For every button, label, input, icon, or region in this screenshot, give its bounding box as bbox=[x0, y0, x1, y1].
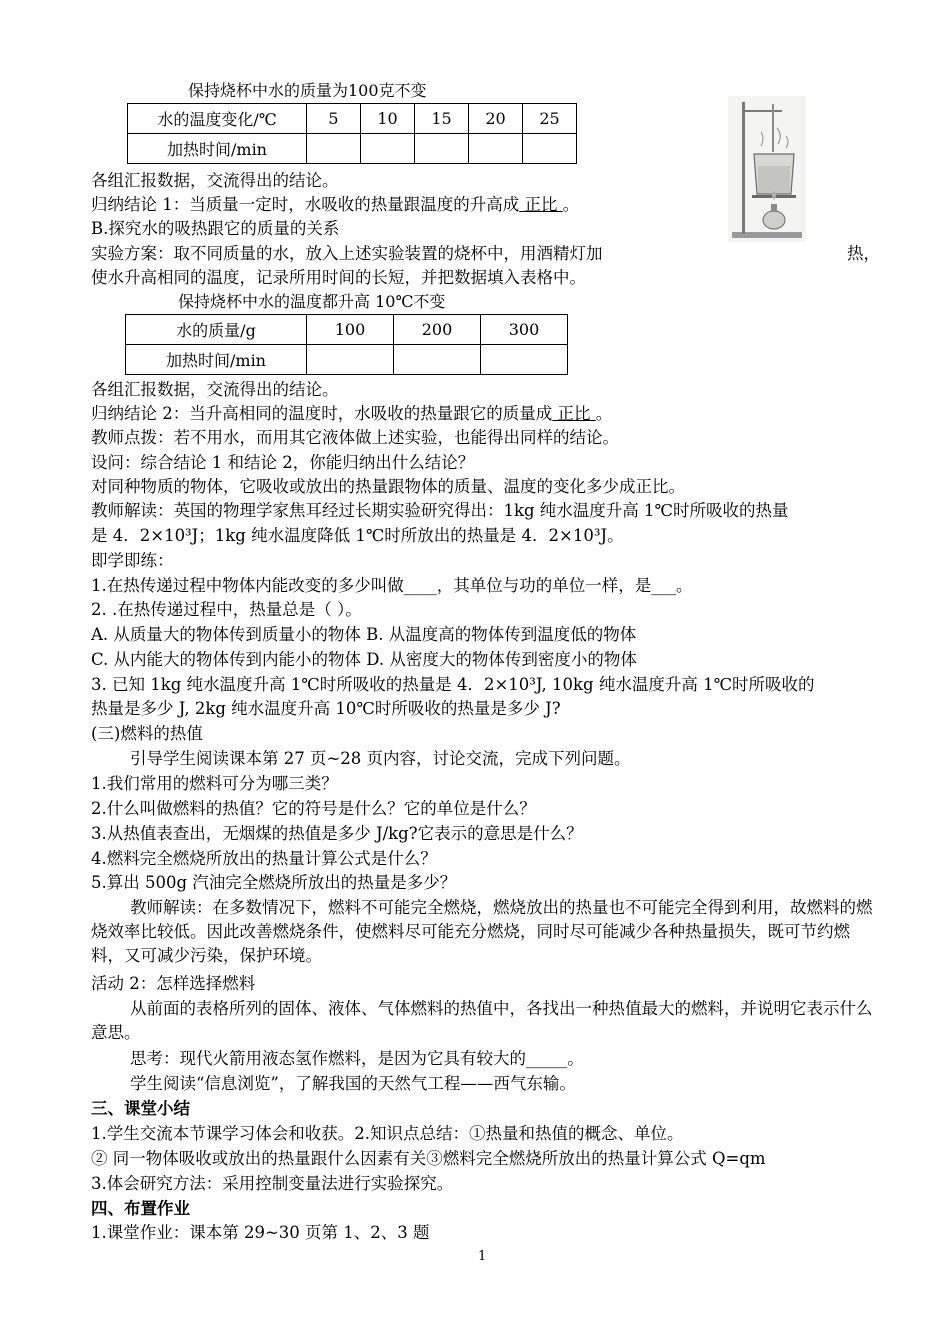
table-row bbox=[126, 345, 568, 375]
text-span: 归纳结论 1：当质量一定时，水吸收的热量跟温度的升高成 bbox=[91, 195, 520, 214]
text-line: 热， bbox=[847, 244, 880, 263]
text-line: 教师解读：英国的物理学家焦耳经过长期实验研究得出：1kg 纯水温度升高 1℃时所吸收的热量 bbox=[91, 501, 789, 520]
paragraph: 从前面的表格所列的固体、液体、气体燃料的热值中，各找出一种热值最大的燃料，并说明它表示什么意思。 bbox=[91, 999, 873, 1042]
table-row bbox=[128, 134, 577, 164]
text-line bbox=[91, 402, 612, 426]
text-line: 1.在热传递过程中物体内能改变的多少叫做____，其单位与功的单位一样，是___。 bbox=[91, 576, 693, 595]
table-cell: 水的质量/g bbox=[126, 315, 307, 345]
text-line: 使水升高相同的温度，记录所用时间的长短，并把数据填入表格中。 bbox=[91, 268, 586, 287]
text-line: 教师点拨：若不用水，而用其它液体做上述实验，也能得出同样的结论。 bbox=[91, 428, 619, 447]
text-line: 实验方案：取不同质量的水，放入上述实验装置的烧杯中，用酒精灯加 bbox=[91, 244, 603, 263]
text-line: 设问：综合结论 1 和结论 2，你能归纳出什么结论？ bbox=[91, 453, 475, 472]
text-line: ② 同一物体吸收或放出的热量跟什么因素有关③燃料完全燃烧所放出的热量计算公式 Q=qm bbox=[91, 1149, 766, 1168]
table-cell: 100 bbox=[307, 315, 394, 345]
section-heading: 四、布置作业 bbox=[91, 1199, 190, 1218]
text-line: 2. .在热传递过程中，热量总是（ ）。 bbox=[91, 600, 362, 619]
text-line: 5.算出 500g 汽油完全燃烧所放出的热量是多少？ bbox=[91, 873, 457, 892]
table-cell: 300 bbox=[481, 315, 568, 345]
text-line: 3.体会研究方法：采用控制变量法进行实验探究。 bbox=[91, 1174, 454, 1193]
text-line: 1.课堂作业：课本第 29~30 页第 1、2、3 题 bbox=[91, 1223, 430, 1242]
table-cell: 5 bbox=[307, 104, 361, 134]
table-cell bbox=[307, 134, 361, 164]
table-row bbox=[128, 104, 577, 134]
section-heading: 三、课堂小结 bbox=[91, 1099, 190, 1118]
text-line: 3.从热值表查出，无烟煤的热值是多少 J/kg?它表示的意思是什么？ bbox=[91, 824, 583, 843]
table1-caption: 保持烧杯中水的质量为100克不变 bbox=[188, 81, 427, 100]
table-cell: 加热时间/min bbox=[128, 134, 307, 164]
text-line: 2.什么叫做燃料的热值？它的符号是什么？它的单位是什么？ bbox=[91, 799, 536, 818]
page-number: 1 bbox=[478, 1249, 487, 1264]
table-row bbox=[126, 315, 568, 345]
table-cell bbox=[481, 345, 568, 375]
temperature-table bbox=[127, 103, 577, 164]
table-cell bbox=[361, 134, 415, 164]
text-line: 热量是多少 J, 2kg 纯水温度升高 10℃时所吸收的热量是多少 J? bbox=[91, 699, 561, 718]
table-cell bbox=[415, 134, 469, 164]
table2-caption: 保持烧杯中水的温度都升高 10℃不变 bbox=[178, 292, 446, 311]
text-line: 对同种物质的物体，它吸收或放出的热量跟物体的质量、温度的变化多少成正比。 bbox=[91, 477, 685, 496]
text-line: C. 从内能大的物体传到内能小的物体 D. 从密度大的物体传到密度小的物体 bbox=[91, 650, 637, 669]
table-cell bbox=[394, 345, 481, 375]
text-line: 学生阅读“信息浏览”，了解我国的天然气工程——西气东输。 bbox=[130, 1074, 576, 1093]
answer-blank: 正比 bbox=[552, 404, 596, 423]
text-line: 4.燃料完全燃烧所放出的热量计算公式是什么？ bbox=[91, 849, 437, 868]
text-line: A. 从质量大的物体传到质量小的物体 B. 从温度高的物体传到温度低的物体 bbox=[91, 625, 637, 644]
table-cell: 25 bbox=[523, 104, 577, 134]
text-line: 思考：现代火箭用液态氢作燃料，是因为它具有较大的_____。 bbox=[130, 1049, 584, 1068]
paragraph: 教师解读：在多数情况下，燃料不可能完全燃烧，燃烧放出的热量也不可能完全得到利用，故燃料的燃烧效率比较低。因此改善燃烧条件，使燃料尽可能充分燃烧，同时尽可能减少各种热量损失，既可节约燃料，又可减少污染，保护环境。 bbox=[91, 898, 873, 965]
table-cell: 15 bbox=[415, 104, 469, 134]
text-line bbox=[91, 193, 579, 217]
text-line: 1.学生交流本节课学习体会和收获。2.知识点总结：①热量和热值的概念、单位。 bbox=[91, 1124, 684, 1143]
table-cell bbox=[523, 134, 577, 164]
table-cell bbox=[307, 345, 394, 375]
text-line: 3. 已知 1kg 纯水温度升高 1℃时所吸收的热量是 4．2×10³J, 10kg 纯水温度升高 1℃时所吸收的 bbox=[91, 675, 815, 694]
heating-apparatus-image bbox=[728, 96, 806, 242]
text-line: 引导学生阅读课本第 27 页~28 页内容，讨论交流，完成下列问题。 bbox=[130, 749, 631, 768]
text-span: 归纳结论 2：当升高相同的温度时，水吸收的热量跟它的质量成 bbox=[91, 404, 553, 423]
text-line: 各组汇报数据，交流得出的结论。 bbox=[91, 171, 339, 190]
text-line: 活动 2：怎样选择燃料 bbox=[91, 974, 256, 993]
text-line: 即学即练： bbox=[91, 551, 174, 570]
answer-blank: 正比 bbox=[519, 195, 563, 214]
text-line: 是 4．2×10³J；1kg 纯水温度降低 1℃时所放出的热量是 4．2×10³J。 bbox=[91, 526, 624, 545]
text-line: 1.我们常用的燃料可分为哪三类？ bbox=[91, 774, 338, 793]
table-cell: 加热时间/min bbox=[126, 345, 307, 375]
section-heading: (三)燃料的热值 bbox=[91, 724, 203, 743]
table-cell: 200 bbox=[394, 315, 481, 345]
table-cell: 10 bbox=[361, 104, 415, 134]
mass-table bbox=[125, 314, 568, 375]
text-line: B.探究水的吸热跟它的质量的关系 bbox=[91, 219, 340, 238]
text-span: 。 bbox=[562, 195, 580, 214]
table-cell: 水的温度变化/℃ bbox=[128, 104, 307, 134]
text-span: 。 bbox=[595, 404, 613, 423]
table-cell: 20 bbox=[469, 104, 523, 134]
text-line: 各组汇报数据，交流得出的结论。 bbox=[91, 380, 339, 399]
table-cell bbox=[469, 134, 523, 164]
